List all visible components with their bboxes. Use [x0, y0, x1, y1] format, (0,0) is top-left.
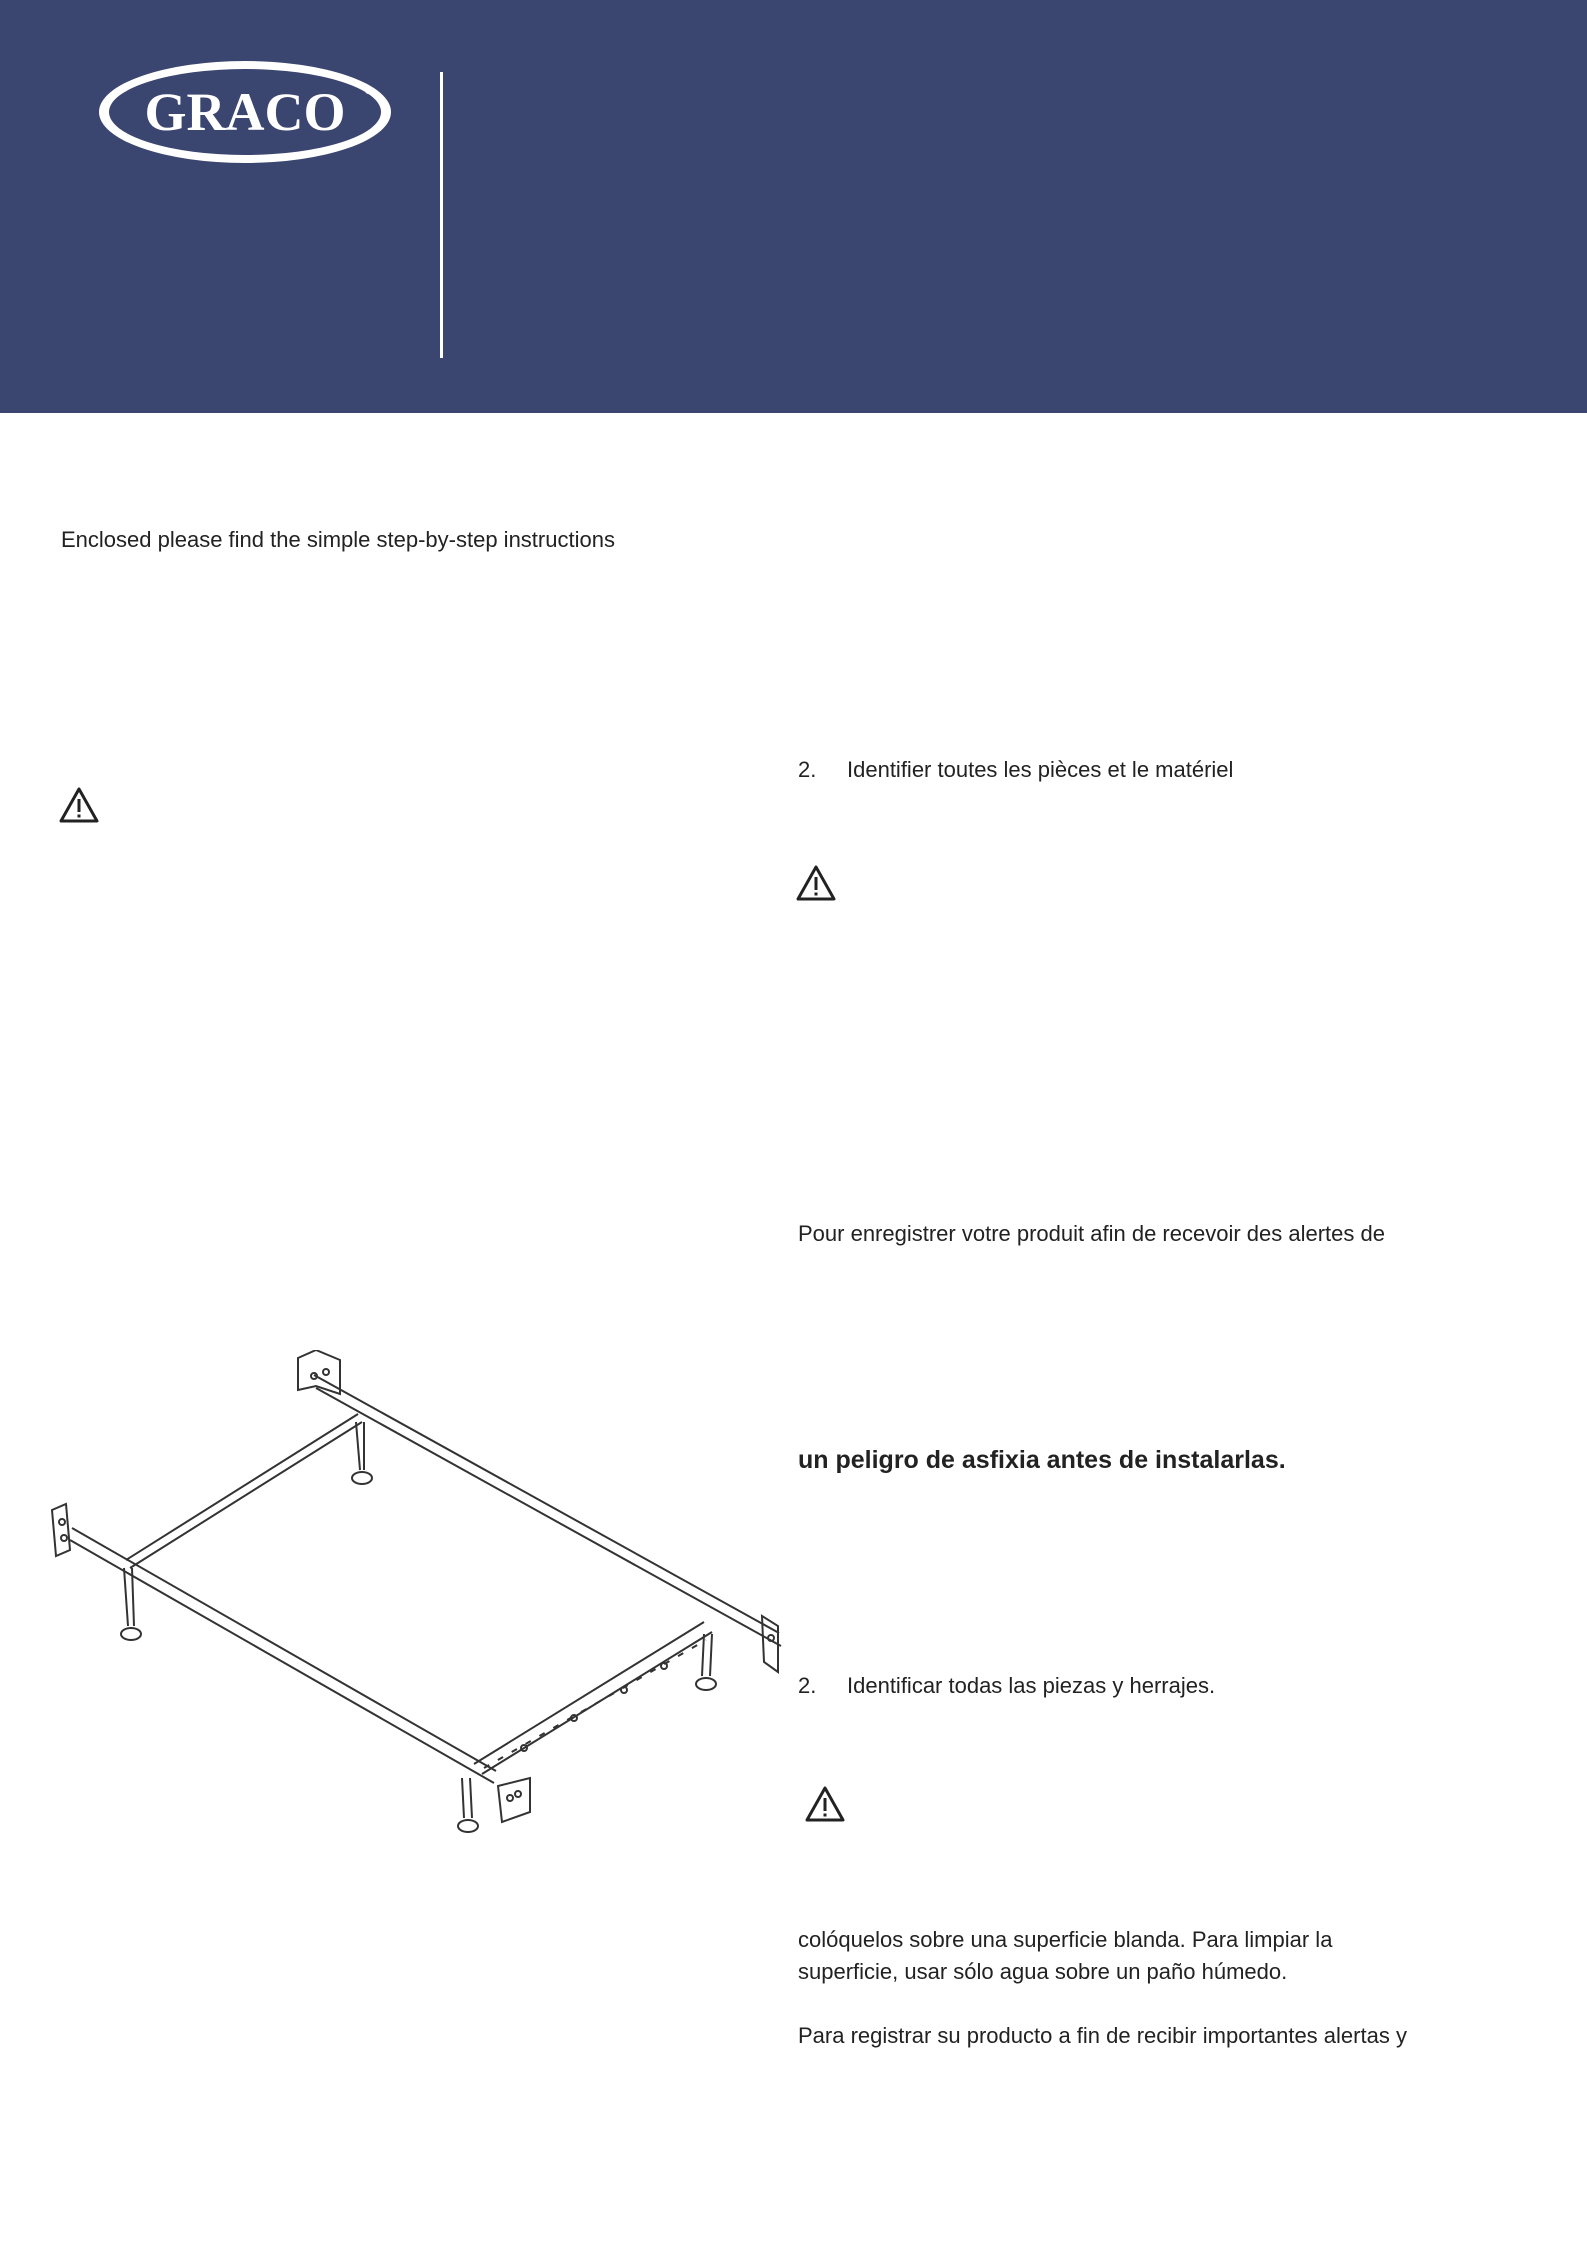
- intro-text: Enclosed please find the simple step-by-step instructions: [61, 527, 615, 552]
- warning-triangle-icon: [795, 864, 837, 902]
- logo-text: GRACO: [144, 82, 346, 142]
- header-banner: [0, 0, 1587, 413]
- fr-step2-text: Identifier toutes les pièces et le matériel: [847, 757, 1234, 782]
- fr-register-text: Pour enregistrer votre produit afin de recevoir des alertes de: [798, 1221, 1385, 1246]
- warning-triangle-icon: [58, 786, 100, 824]
- es-register-text: Para registrar su producto a fin de recibir importantes alertas y: [798, 2023, 1407, 2048]
- graco-logo-icon: [96, 58, 394, 166]
- es-choking-warning: un peligro de asfixia antes de instalarlas.: [798, 1446, 1286, 1474]
- es-step2-number: 2.: [798, 1673, 817, 1698]
- header-divider: [440, 72, 443, 358]
- warning-triangle-icon: [804, 1785, 846, 1823]
- es-care-line2: superficie, usar sólo agua sobre un paño húmedo.: [798, 1959, 1288, 1984]
- fr-step2-number: 2.: [798, 757, 817, 782]
- es-step2-text: Identificar todas las piezas y herrajes.: [847, 1673, 1216, 1698]
- svg-text:®: ®: [365, 86, 372, 96]
- bed-frame-drawing-icon: [44, 1350, 784, 1850]
- es-care-line1: colóquelos sobre una superficie blanda. Para limpiar la: [798, 1927, 1333, 1952]
